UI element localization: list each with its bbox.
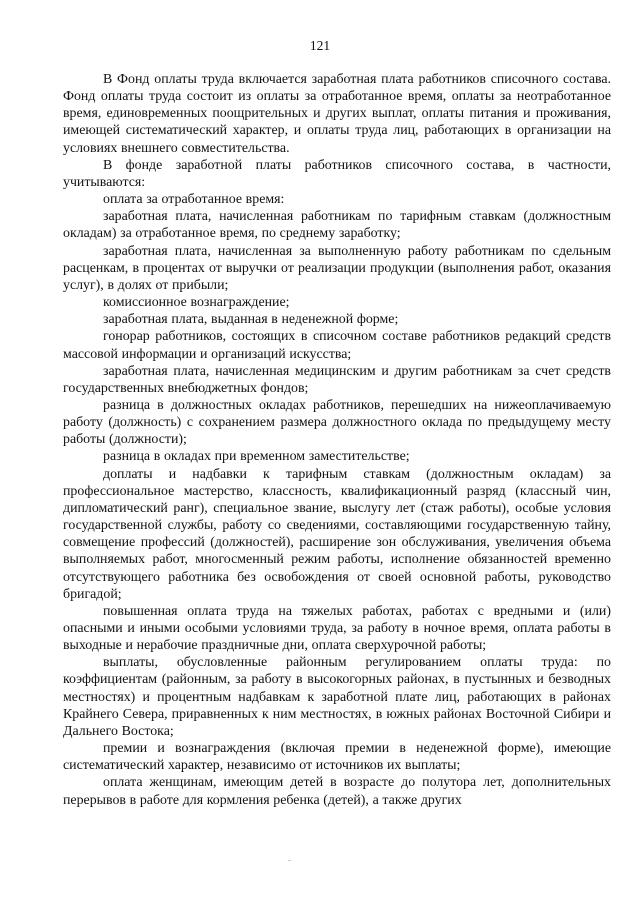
paragraph-nursing-breaks: оплата женщинам, имеющим детей в возрасте до полутора лет, дополнительных перерывов в работе для кормления ребенка (детей), а также других bbox=[63, 775, 611, 808]
paragraph-salary-difference-transfer: разница в должностных окладах работников, перешедших на нижеоплачиваемую работу (должность) с сохранением размера должностного оклада по предыдущему месту работы (должности); bbox=[63, 397, 611, 448]
paragraph-increased-pay: повышенная оплата труда на тяжелых работах, работах с вредными и (или) опасными и иными особыми условиями труда, за работу в ночное время, оплата работы в выходные и нерабочие праздничные дни, оплата сверхурочной работы; bbox=[63, 603, 611, 654]
scan-artifact bbox=[288, 860, 291, 861]
paragraph-medical-workers-pay: заработная плата, начисленная медицинским и другим работникам за счет средств государственных внебюджетных фондов; bbox=[63, 363, 611, 396]
paragraph-piece-rate-wages: заработная плата, начисленная за выполненную работу работникам по сдельным расценкам, в процентах от выручки от реализации продукции (выполнения работ, оказания услуг), в долях от прибыли; bbox=[63, 243, 611, 293]
paragraph-non-cash-wages: заработная плата, выданная в неденежной форме; bbox=[103, 312, 399, 328]
paragraph-bonuses: премии и вознаграждения (включая премии в неденежной форме), имеющие систематический характер, независимо от источников их выплаты; bbox=[63, 741, 611, 774]
paragraph-worked-time-pay-heading: оплата за отработанное время: bbox=[103, 192, 285, 208]
body-text bbox=[63, 71, 611, 809]
paragraph-acting-difference: разница в окладах при временном заместительстве; bbox=[103, 449, 410, 465]
page-number: 121 bbox=[309, 38, 331, 53]
paragraph-royalties: гонорар работников, состоящих в списочном составе работников редакций средств массовой информации и организаций искусства; bbox=[63, 329, 611, 362]
paragraph-tariff-wages: заработная плата, начисленная работникам по тарифным ставкам (должностным окладам) за отработанное время, по среднему заработку; bbox=[63, 209, 611, 242]
paragraph-fund-includes-intro: В фонде заработной платы работников списочного состава, в частности, учитываются: bbox=[63, 157, 611, 190]
paragraph-regional-payments: выплаты, обусловленные районным регулированием оплаты труда: по коэффициентам (районным, за работу в высокогорных районах, в пустынных и безводных местностях) и процентным надбавкам к заработной плате лиц, работающих в районах Крайнего Севера, приравненных к ним местностях, в южных районах Восточной Сибири и Дальнего Востока; bbox=[63, 655, 611, 739]
paragraph-allowances: доплаты и надбавки к тарифным ставкам (должностным окладам) за профессиональное мастерство, классность, квалификационный разряд (классный чин, дипломатический ранг), специальное звание, выслугу лет (стаж работы), особые условия государственной службы, работу со сведениями, составляющими государственную тайну, совмещение профессий (должностей), расширение зон обслуживания, увеличения объема выполняемых работ, многосменный режим работы, исполнение обязанностей временно отсутствующего работника без освобождения от своей основной работы, руководство бригадой; bbox=[63, 466, 611, 602]
paragraph-commission: комиссионное вознаграждение; bbox=[103, 295, 290, 311]
paragraph-wage-fund-definition: В Фонд оплаты труда включается заработная плата работников списочного состава. Фонд оплаты труда состоит из оплаты за отработанное время, оплаты за неотработанное время, единовременных поощрительных и других выплат, оплаты питания и проживания, имеющей систематический характер, и оплаты труда лиц, работающих в организации на условиях внешнего совместительства. bbox=[63, 72, 611, 156]
